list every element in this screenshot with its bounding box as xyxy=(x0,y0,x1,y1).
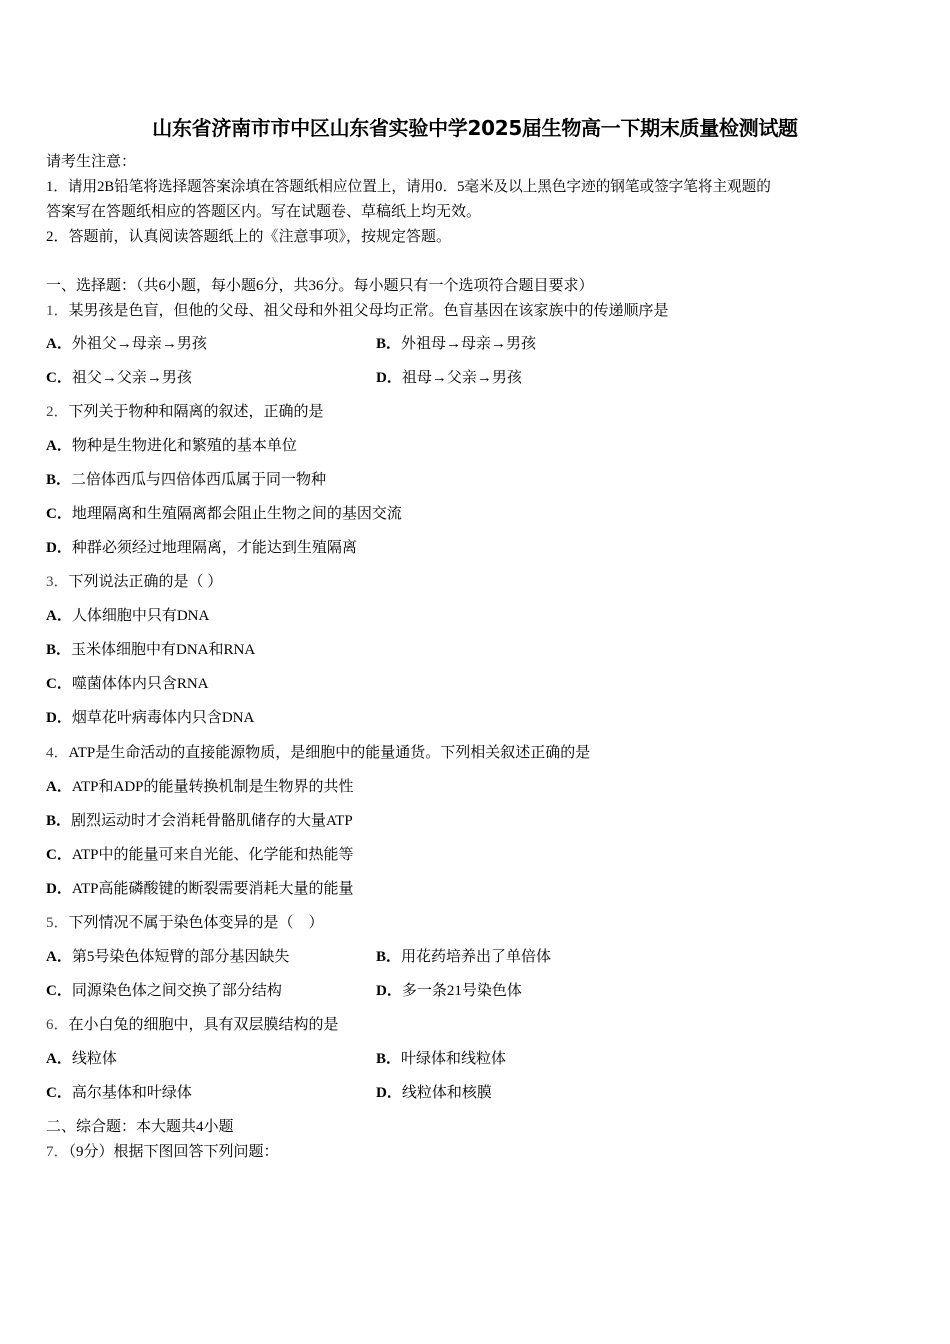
option-label: B． xyxy=(376,949,402,965)
option-label: A． xyxy=(46,779,72,795)
q3-option-a xyxy=(46,606,209,626)
option-text: 烟草花叶病毒体内只含DNA xyxy=(71,710,255,726)
notice-line-2: 2．答题前，认真阅读答题纸上的《注意事项》，按规定答题。 xyxy=(46,229,452,245)
option-label: C． xyxy=(46,1085,72,1101)
option-label: D． xyxy=(46,881,72,897)
option-label: A． xyxy=(46,608,72,624)
option-text: 地理隔离和生殖隔离都会阻止生物之间的基因交流 xyxy=(71,506,402,522)
option-text: 种群必须经过地理隔离，才能达到生殖隔离 xyxy=(71,540,357,556)
option-label: B． xyxy=(46,813,72,829)
q1-option-a xyxy=(46,334,207,354)
option-text: 玉米体细胞中有DNA和RNA xyxy=(71,642,256,658)
option-text: 线粒体 xyxy=(71,1051,117,1067)
question-number: 1． xyxy=(46,303,69,319)
q5-option-d xyxy=(376,981,522,1001)
question-number: 2． xyxy=(46,404,69,420)
question-5 xyxy=(46,913,324,933)
option-text: 祖父→父亲→男孩 xyxy=(71,370,192,386)
question-4 xyxy=(46,743,590,763)
question-number: 3． xyxy=(46,574,69,590)
question-6 xyxy=(46,1015,339,1035)
q1-option-d xyxy=(376,368,522,388)
option-label: D． xyxy=(46,710,72,726)
notice-heading: 请考生注意： xyxy=(46,154,137,170)
question-7 xyxy=(46,1142,279,1162)
q6-option-c xyxy=(46,1083,192,1103)
question-2 xyxy=(46,402,324,422)
question-3 xyxy=(46,572,222,592)
q6-option-a xyxy=(46,1049,117,1069)
question-number: 4． xyxy=(46,745,69,761)
option-text: ATP和ADP的能量转换机制是生物界的共性 xyxy=(71,779,354,795)
option-label: D． xyxy=(46,540,72,556)
option-text: 叶绿体和线粒体 xyxy=(401,1051,507,1067)
question-text: 在小白兔的细胞中，具有双层膜结构的是 xyxy=(68,1017,339,1033)
option-text: 外祖父→母亲→男孩 xyxy=(71,336,207,352)
q4-option-a xyxy=(46,777,354,797)
question-1 xyxy=(46,301,669,321)
question-text: 下列说法正确的是（ ） xyxy=(68,574,223,590)
question-text: （9分）根据下图回答下列问题： xyxy=(68,1144,279,1160)
option-text: 二倍体西瓜与四倍体西瓜属于同一物种 xyxy=(71,472,327,488)
q4-option-b xyxy=(46,811,353,831)
q6-option-b xyxy=(376,1049,506,1069)
option-label: C． xyxy=(46,506,72,522)
question-number: 6． xyxy=(46,1017,69,1033)
notice-line-1b: 答案写在答题纸相应的答题区内。写在试题卷、草稿纸上均无效。 xyxy=(46,204,482,220)
option-text: 外祖母→母亲→男孩 xyxy=(401,336,537,352)
option-label: B． xyxy=(46,472,72,488)
notice-line-1a: 1．请用2B铅笔将选择题答案涂填在答题纸相应位置上，请用0．5毫米及以上黑色字迹的钢笔或签字笔将主观题的 xyxy=(46,179,771,195)
option-label: B． xyxy=(376,336,402,352)
option-text: 噬菌体体内只含RNA xyxy=(71,676,209,692)
option-text: 人体细胞中只有DNA xyxy=(71,608,210,624)
option-label: C． xyxy=(46,847,72,863)
question-text: 某男孩是色盲，但他的父母、祖父母和外祖父母均正常。色盲基因在该家族中的传递顺序是 xyxy=(68,303,669,319)
option-label: A． xyxy=(46,336,72,352)
q2-option-c xyxy=(46,504,402,524)
q1-option-c xyxy=(46,368,192,388)
option-text: 第5号染色体短臂的部分基因缺失 xyxy=(71,949,290,965)
section-1-heading: 一、选择题：（共6小题，每小题6分，共36分。每小题只有一个选项符合题目要求） xyxy=(46,278,594,294)
q4-option-c xyxy=(46,845,354,865)
option-label: D． xyxy=(376,370,402,386)
option-label: A． xyxy=(46,949,72,965)
option-text: 高尔基体和叶绿体 xyxy=(71,1085,192,1101)
option-label: C． xyxy=(46,370,72,386)
q5-option-b xyxy=(376,947,551,967)
section-2-heading: 二、综合题：本大题共4小题 xyxy=(46,1119,234,1135)
question-text: ATP是生命活动的直接能源物质，是细胞中的能量通货。下列相关叙述正确的是 xyxy=(68,745,591,761)
option-text: 用花药培养出了单倍体 xyxy=(401,949,552,965)
option-label: B． xyxy=(376,1051,402,1067)
option-text: 剧烈运动时才会消耗骨骼肌储存的大量ATP xyxy=(71,813,353,829)
q5-option-a xyxy=(46,947,289,967)
q2-option-a xyxy=(46,436,297,456)
q3-option-d xyxy=(46,708,254,728)
q2-option-b xyxy=(46,470,326,490)
question-text: 下列情况不属于染色体变异的是（ ） xyxy=(68,915,324,931)
q2-option-d xyxy=(46,538,357,558)
option-label: D． xyxy=(376,983,402,999)
question-text: 下列关于物种和隔离的叙述，正确的是 xyxy=(68,404,324,420)
option-label: C． xyxy=(46,983,72,999)
q5-option-c xyxy=(46,981,282,1001)
q3-option-c xyxy=(46,674,209,694)
q6-option-d xyxy=(376,1083,492,1103)
question-number: 7． xyxy=(46,1144,69,1160)
q3-option-b xyxy=(46,640,255,660)
option-text: ATP中的能量可来自光能、化学能和热能等 xyxy=(71,847,354,863)
option-text: 祖母→父亲→男孩 xyxy=(401,370,522,386)
option-text: 多一条21号染色体 xyxy=(401,983,522,999)
option-text: 线粒体和核膜 xyxy=(401,1085,492,1101)
question-number: 5． xyxy=(46,915,69,931)
option-text: ATP高能磷酸键的断裂需要消耗大量的能量 xyxy=(71,881,354,897)
page-title: 山东省济南市市中区山东省实验中学2025届生物高一下期末质量检测试题 xyxy=(152,116,798,140)
option-label: A． xyxy=(46,438,72,454)
option-label: C． xyxy=(46,676,72,692)
option-label: B． xyxy=(46,642,72,658)
option-label: A． xyxy=(46,1051,72,1067)
q1-option-b xyxy=(376,334,536,354)
option-text: 物种是生物进化和繁殖的基本单位 xyxy=(71,438,297,454)
option-label: D． xyxy=(376,1085,402,1101)
q4-option-d xyxy=(46,879,354,899)
option-text: 同源染色体之间交换了部分结构 xyxy=(71,983,282,999)
